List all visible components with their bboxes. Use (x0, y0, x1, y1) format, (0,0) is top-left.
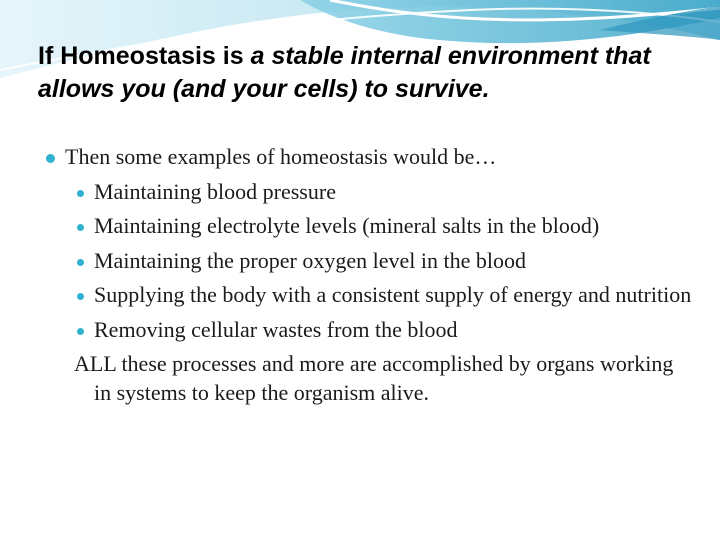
intro-text: Then some examples of homeostasis would be… (65, 144, 497, 169)
intro-bullet (44, 143, 694, 172)
example-item (44, 281, 694, 310)
slide-title (38, 40, 688, 106)
example-item (44, 316, 694, 345)
bullet-dot-icon (46, 154, 55, 163)
conclusion-text: ALL these processes and more are accomplished by organs working in systems to keep the organism alive. (74, 351, 674, 405)
example-item (44, 212, 694, 241)
title-prefix: If (38, 42, 61, 70)
example-item (44, 178, 694, 207)
title-term: Homeostasis (60, 42, 216, 70)
slide-body (44, 143, 694, 407)
example-text: Maintaining blood pressure (94, 178, 336, 204)
example-text: Supplying the body with a consistent supply of energy and nutrition (94, 282, 692, 307)
bullet-dot-icon (77, 259, 84, 266)
example-text: Maintaining electrolyte levels (mineral salts in the blood) (94, 213, 600, 238)
bullet-dot-icon (77, 224, 84, 231)
example-text: Removing cellular wastes from the blood (94, 316, 458, 342)
title-definition: a stable internal environment that allows you (and your cells) to survive. (38, 42, 651, 103)
bullet-dot-icon (77, 293, 84, 300)
title-middle: is (215, 42, 251, 70)
bullet-dot-icon (77, 328, 84, 335)
example-item (44, 247, 694, 276)
bullet-dot-icon (77, 190, 84, 197)
example-text: Maintaining the proper oxygen level in the blood (94, 247, 526, 273)
